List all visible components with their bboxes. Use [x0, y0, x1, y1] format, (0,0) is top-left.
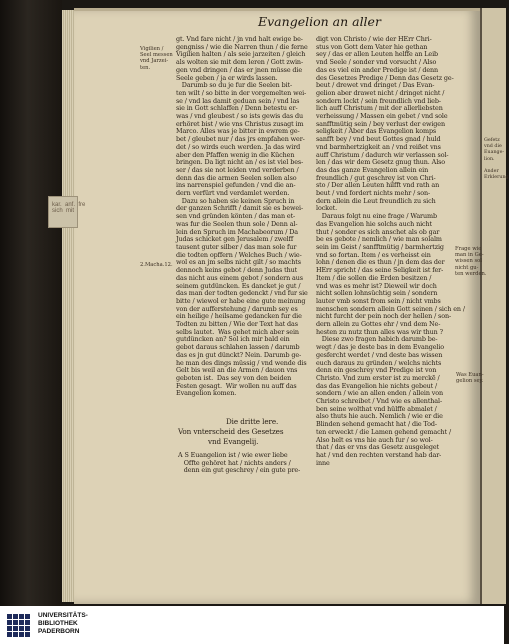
- text-line: Dazu so haben sie keinen Spruch in: [176, 196, 295, 205]
- text-line: also thuts hie auch. Nemlich / wie er die: [316, 412, 443, 421]
- left-text-bottom: [178, 452, 314, 475]
- text-line: gesfercht werdet / vnd deste bas wissen: [316, 350, 443, 359]
- text-line: A S Euangelion ist / wie ewer liebe: [178, 451, 288, 459]
- text-line: Christo. Vnd zum erster ist zu merckẽ /: [316, 373, 440, 382]
- text-line: dern allein zu Gottes ehr / vnd dem Ne-: [316, 320, 441, 329]
- text-line: bringen. Da ligt nicht an / es ist viel bes-: [176, 158, 304, 167]
- text-line: Gelt bis weil an die Armen / dauon vns: [176, 366, 298, 375]
- text-line: das das Evangelion hie nichts gebeut /: [316, 381, 438, 390]
- text-line: Darumb so du je fur die Seelen bit-: [176, 81, 293, 90]
- section-heading-2: Von vnterscheid des Gesetzes: [178, 427, 284, 436]
- text-line: was fur die Seelen thun sole / Denn al-: [176, 219, 298, 228]
- text-line: wol es an jm selbs nicht gilt / so machts: [176, 258, 301, 267]
- text-line: sondern lockt / sein freundlich vnd lieb-: [316, 96, 441, 105]
- library-name-line-2: BIBLIOTHEK: [38, 620, 78, 628]
- tab-note: kar. anf. fre sich mit: [52, 202, 86, 214]
- text-line: verheissung / Massen ein gebet / vnd sole: [316, 112, 448, 121]
- text-line: freundlich / gut geschrey ist von Chri-: [316, 173, 436, 182]
- text-line: nicht sollen lohnsüchtig sein / sondern: [316, 289, 438, 298]
- text-line: von der aufferstehung / darumb sey es: [176, 304, 298, 313]
- text-line: denn ein gut geschrey / ein gute pre-: [178, 466, 301, 475]
- text-line: gen vnd dringen / das er jnen müsse die: [176, 65, 303, 74]
- text-line: lein den Spruch im Machabeorum / Da: [176, 227, 298, 236]
- text-line: Vigilien halten / als seie jarzeiten / gleich: [176, 50, 306, 59]
- text-line: als wolten sie mit dem leren / Gott zwin-: [176, 58, 303, 67]
- text-line: gelion aber drawet nicht / dringet nicht /: [316, 88, 445, 97]
- text-line: Festen gesagt. Wir wollen nu auff das: [176, 381, 297, 390]
- text-line: sto / Der allen Leuten hilfft vnd rath an: [316, 181, 440, 190]
- text-line: selbs lautet. Was gehet mich aber sein: [176, 327, 299, 336]
- right-page-text: Gefetz vnd die Euange- lion. Ander Erklerung: [484, 138, 509, 181]
- text-line: inne: [316, 458, 330, 467]
- text-line: Marco. Alles was je bitter in ewrem ge-: [176, 127, 300, 136]
- running-header: Evangelion an aller: [258, 14, 381, 29]
- library-logo-icon: [6, 613, 32, 639]
- text-line: be es gebote / nemlich / wie man solalm: [316, 235, 442, 244]
- text-line: seinem gutdüncken. Es dancket je gut /: [176, 281, 301, 290]
- text-line: denn ein geschrey vnd Predige ist von: [316, 366, 437, 375]
- text-line: sen vnd gründen könten / das man et-: [176, 212, 296, 221]
- left-text-column: [176, 36, 312, 398]
- text-line: lohn / denen die es thun / jn dem das der: [316, 258, 445, 267]
- library-name-line-1: UNIVERSITÄTS-: [38, 612, 88, 619]
- text-line: was / vnd gleubest / so ists gewis das du: [176, 112, 303, 121]
- right-text-column: [316, 35, 465, 467]
- text-line: seligkeit / Aber das Evangelion komps: [316, 127, 437, 136]
- text-line: Christo schreibet / Vnd wie es allenthal-: [316, 397, 443, 406]
- text-line: bet / gleubet nur / das jrs empfahen wer-: [176, 135, 305, 144]
- text-line: Todten zu bitten / Wie der Text hat das: [176, 320, 298, 329]
- text-line: sondern / wie an allen enden / allein von: [316, 389, 444, 398]
- text-line: Also helt es vns hie auch fur / so wol-: [316, 435, 433, 444]
- text-line: nicht furcht der pein noch der hellen / son-: [316, 312, 452, 321]
- text-line: aber den Pfaffen wenig in die Küchen: [176, 150, 295, 159]
- text-line: gengniss / wie die Narren thun / die ferne: [176, 42, 308, 51]
- text-line: sein im Geist / sanfftmütig / barmhertzig: [316, 242, 444, 251]
- text-line: denn das die armen Seelen sollen also: [176, 173, 297, 182]
- text-line: der ganzen Schrifft / damit sie es bewei-: [176, 204, 304, 213]
- text-line: auff Christum / dadurch wir verlassen sol-: [316, 150, 449, 159]
- margin-note-frage: Frage wie man in Ge- wissen sol nicht gu- ten werden.: [455, 246, 487, 277]
- section-heading-1: Die dritte lere.: [226, 417, 279, 426]
- right-page-edge: [480, 8, 506, 604]
- library-name-line-3: PADERBORN: [38, 628, 80, 636]
- text-line: det / so wirds euch werden. Ja das wird: [176, 142, 301, 151]
- text-line: des Gesetzes Predige / Denn das Gesetz ge-: [316, 73, 454, 82]
- text-line: Offte gehöret hat / nichts anders /: [178, 458, 291, 467]
- text-line: das Evangelion hie solchs auch nicht: [316, 219, 432, 228]
- text-line: HErr spricht / das seine Seligkeit ist fer-: [316, 266, 444, 275]
- text-line: len / das wir dem Gesetz gnug thun. Also: [316, 158, 446, 167]
- text-line: tausent guter silber / das man sole fur: [176, 242, 297, 251]
- text-line: ein heilige / heilsame gedancken fur die: [176, 312, 302, 321]
- text-line: wegt / das je deste bas in dem Evangelio: [316, 343, 445, 352]
- text-line: beut / vnd fordert nichts mehr / son-: [316, 189, 431, 198]
- text-line: euch daraus zu gründen / welchs nichts: [316, 358, 442, 367]
- section-heading-3: vnd Evangelij.: [208, 437, 259, 446]
- text-line: das das ganze Evangelion allein ein: [316, 165, 429, 174]
- text-line: Item / die sollen die Erden besitzen /: [316, 273, 432, 282]
- text-line: sanfftmütig sein / bey verlust der ewigen: [316, 119, 445, 128]
- text-line: beut / drewet vnd dringet / Das Evan-: [316, 81, 435, 90]
- text-line: sanfft bey / vnd beut Gottes gnad / huld: [316, 135, 441, 144]
- text-line: das es jn gut dünckt? Nein. Darumb ge-: [176, 350, 302, 359]
- text-line: locket.: [316, 204, 338, 213]
- text-line: geboten ist. Das sey von den beiden: [176, 373, 292, 382]
- text-line: ben seine wolthat vnd hülffe abmalet /: [316, 404, 437, 413]
- book-spine: [0, 0, 62, 644]
- text-line: erhöret bist / wie vns Christus zusagt im: [176, 119, 304, 128]
- margin-note-vigilien: Vigilien / Seel messen vnd Jarzei- ten.: [140, 46, 173, 71]
- text-line: das es viel ein ander Predige ist / denn: [316, 65, 439, 74]
- text-line: stus von Gott dem Vater hie gethan: [316, 42, 428, 51]
- text-line: dern allein die Leut freundlich zu sich: [316, 196, 436, 205]
- text-line: ten erweckt / die Lamen gehend gemacht /: [316, 427, 452, 436]
- text-line: lauter vmb sonst from sein / nicht vmbs: [316, 296, 441, 305]
- text-line: Seele geben / ja er wirds lassen.: [176, 73, 278, 82]
- text-line: ser / das sie not leiden vnd verderben /: [176, 165, 299, 174]
- text-line: vnd barmhertzigkeit an / vnd reißet vns: [316, 142, 441, 151]
- text-line: Blinden sehend gemacht hat / die Tod-: [316, 420, 437, 429]
- text-line: that / das er vns das Gesetz ausgeleget: [316, 443, 439, 452]
- margin-note-macha: 2.Macha.12.: [140, 262, 173, 268]
- library-name: [38, 612, 88, 637]
- text-line: vnd was es mehr ist? Dieweil wir doch: [316, 281, 437, 290]
- text-line: sie in Gott schlaffen / Denn betestu er-: [176, 104, 298, 113]
- text-line: vnd so fortan. Item / es verheisst ein: [316, 250, 431, 259]
- text-line: se / vnd las damit geduan sein / vnd las: [176, 96, 300, 105]
- text-line: die todten opffern / Welches Buch / wie-: [176, 250, 302, 259]
- text-line: he man des dings müssig / vnd wende dis: [176, 358, 307, 367]
- text-line: vnd Seele / sonder vnd vorsucht / Also: [316, 58, 437, 67]
- text-line: gutdüncken an? Sol ich mir bald ein: [176, 335, 290, 344]
- page-top-shadow: [74, 8, 480, 11]
- text-line: das man der todten gedenckt / vnd fur sie: [176, 289, 308, 298]
- text-line: digt von Christo / wie der HErr Chri-: [316, 35, 432, 43]
- text-line: hat / vnd den rechten verstand hab dar-: [316, 450, 442, 459]
- margin-note-euangelion: Was Euan- gelion sey.: [456, 372, 484, 385]
- text-line: das nicht aus einem gebot / sondern aus: [176, 273, 303, 282]
- text-line: Evangelion komen.: [176, 389, 237, 398]
- text-line: Daraus folgt nu eine frage / Warumb: [316, 212, 437, 221]
- text-line: dennoch keins gebot / denn Judas thut: [176, 266, 298, 275]
- text-line: thut / sonder es sich anschet als ob gar: [316, 227, 440, 236]
- text-line: dern verfürt vnd verdamlet werden.: [176, 189, 290, 198]
- text-line: ins narrenspiel gefunden / vnd die an-: [176, 181, 296, 190]
- text-line: ten wilt / so bitte in der vorgemelten wei-: [176, 88, 307, 97]
- text-line: gebot daraus schlahen lassen / darumb: [176, 343, 300, 352]
- text-line: bitte / wiewol er habe eine gute meinung: [176, 296, 306, 305]
- text-line: menschen sondern allein Gott seinen / sich en /: [316, 304, 465, 313]
- text-line: hesten zu nutz thun alles was wir thun ?: [316, 327, 443, 336]
- text-line: Judas schicket gen Jerusalem / zwelff: [176, 235, 294, 244]
- text-line: lich auff Christum / mit der allerliebsten: [316, 104, 443, 113]
- text-line: sey / das er allen Leuten helffe an Leib: [316, 50, 439, 59]
- text-line: Diese zwo fragen habich darumb be-: [316, 335, 438, 344]
- text-line: gt. Vnd fare nicht / jn vnd halt ewige be-: [176, 35, 303, 43]
